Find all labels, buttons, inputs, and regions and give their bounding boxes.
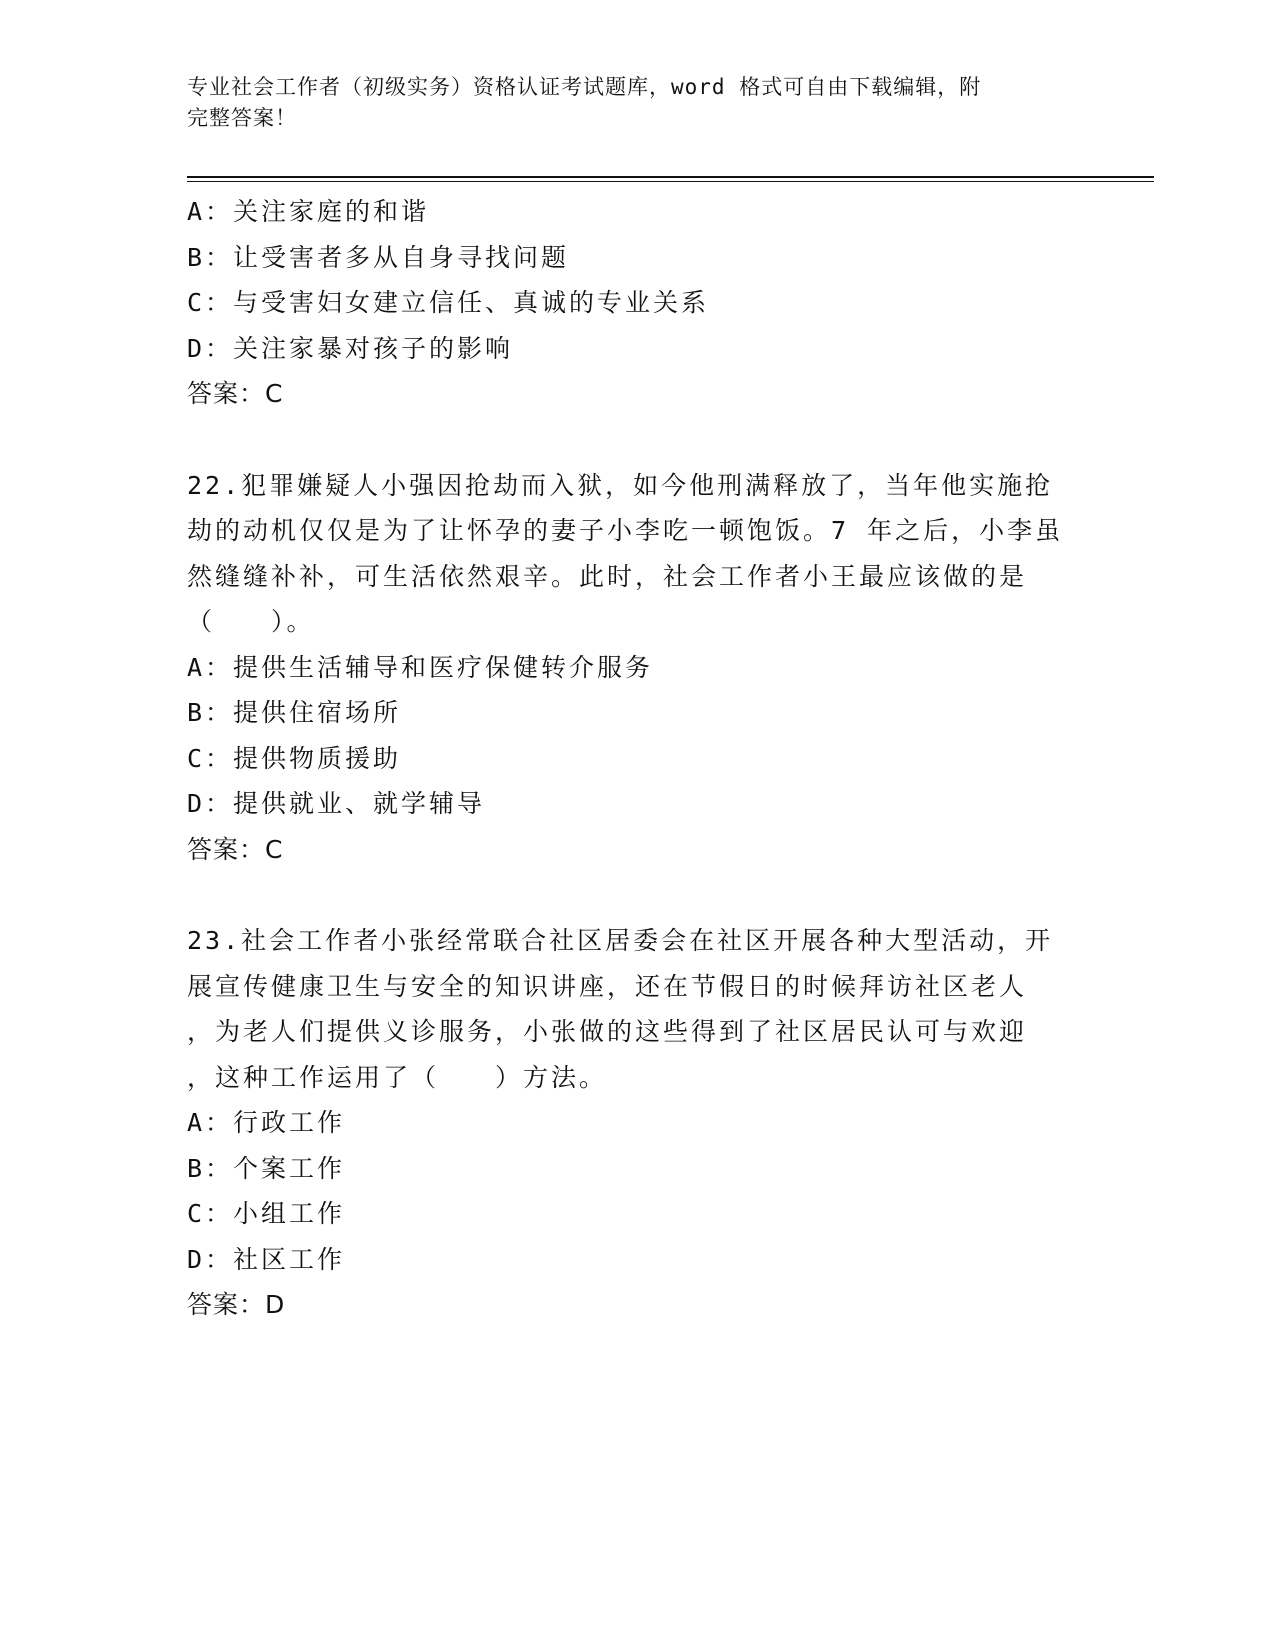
header-title-line-2: 完整答案！ — [187, 106, 297, 130]
question-stem-line: 劫的动机仅仅是为了让怀孕的妻子小李吃一顿饱饭。7 年之后，小李虽 — [187, 516, 1064, 545]
option-a: A：行政工作 — [187, 1108, 346, 1137]
header-title-line-1: 专业社会工作者（初级实务）资格认证考试题库，word 格式可自由下载编辑，附 — [187, 75, 982, 99]
option-b: B：个案工作 — [187, 1153, 346, 1183]
option-c: C：提供物质援助 — [187, 743, 402, 773]
option-c: C：小组工作 — [187, 1199, 346, 1228]
question-stem-line: 22.犯罪嫌疑人小强因抢劫而入狱，如今他刑满释放了，当年他实施抢 — [187, 470, 1054, 500]
question-stem-line: 展宣传健康卫生与安全的知识讲座，还在节假日的时候拜访社区老人 — [187, 971, 1028, 1001]
question-21 — [187, 189, 1087, 417]
question-stem-line: ，为老人们提供义诊服务，小张做的这些得到了社区居民认可与欢迎 — [187, 1017, 1028, 1046]
option-b: B：让受害者多从自身寻找问题 — [187, 242, 570, 272]
option-d: D：关注家暴对孩子的影响 — [187, 333, 514, 363]
header-divider-thick — [187, 176, 1154, 178]
answer: 答案：C — [187, 379, 284, 408]
option-c: C：与受害妇女建立信任、真诚的专业关系 — [187, 288, 710, 317]
answer: 答案：C — [187, 834, 284, 864]
option-a: A：关注家庭的和谐 — [187, 197, 430, 226]
question-stem-line: 然缝缝补补，可生活依然艰辛。此时，社会工作者小王最应该做的是 — [187, 561, 1028, 591]
question-22 — [187, 463, 1087, 873]
option-b: B：提供住宿场所 — [187, 698, 402, 727]
option-d: D：社区工作 — [187, 1244, 346, 1274]
answer: 答案：D — [187, 1290, 286, 1319]
question-23 — [187, 918, 1087, 1328]
document-header — [187, 72, 1067, 134]
document-body — [187, 189, 1087, 1328]
question-stem-line: （ ）。 — [187, 607, 315, 636]
header-divider-thin — [187, 181, 1154, 182]
question-stem-line: 23.社会工作者小张经常联合社区居委会在社区开展各种大型活动，开 — [187, 926, 1054, 955]
option-d: D：提供就业、就学辅导 — [187, 789, 486, 818]
option-a: A：提供生活辅导和医疗保健转介服务 — [187, 652, 654, 682]
question-stem-line: ，这种工作运用了（ ）方法。 — [187, 1062, 608, 1092]
